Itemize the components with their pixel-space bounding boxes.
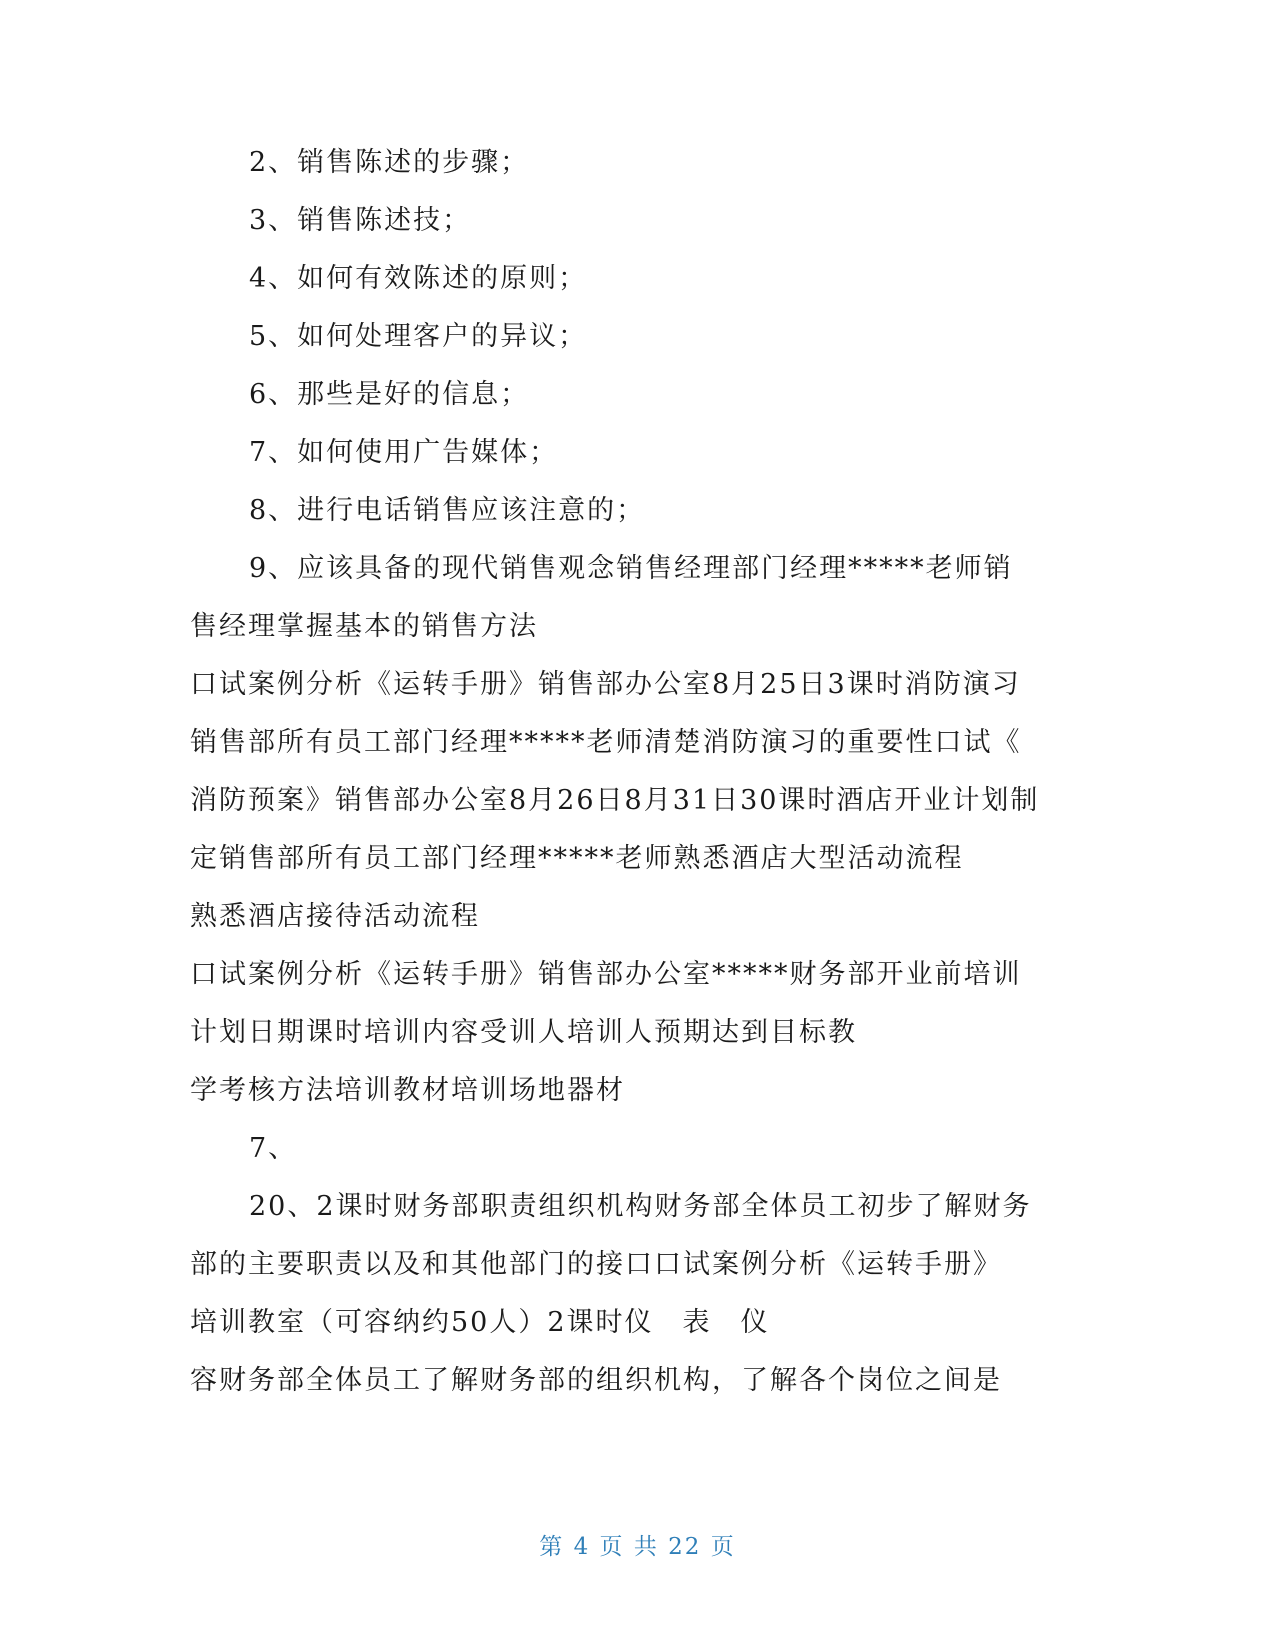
page-number-footer: 第 4 页 共 22 页 — [539, 1534, 736, 1560]
list-item-7b: 7、 — [249, 1133, 298, 1164]
body-line: 口试案例分析《运转手册》销售部办公室8月25日3课时消防演习 — [190, 669, 1021, 700]
body-line: 销售部所有员工部门经理*****老师清楚消防演习的重要性口试《 — [190, 727, 1022, 758]
list-item-3: 3、销售陈述技； — [249, 205, 472, 236]
body-line: 部的主要职责以及和其他部门的接口口试案例分析《运转手册》 — [190, 1249, 1002, 1280]
list-item-6: 6、那些是好的信息； — [249, 379, 530, 410]
list-item-8: 8、进行电话销售应该注意的； — [249, 495, 646, 526]
body-line: 口试案例分析《运转手册》销售部办公室*****财务部开业前培训 — [190, 959, 1022, 990]
body-line: 容财务部全体员工了解财务部的组织机构，了解各个岗位之间是 — [190, 1365, 1002, 1396]
body-line: 培训教室（可容纳约50人）2课时仪 表 仪 — [190, 1307, 770, 1338]
body-line: 熟悉酒店接待活动流程 — [190, 901, 480, 932]
body-line: 消防预案》销售部办公室8月26日8月31日30课时酒店开业计划制 — [190, 785, 1040, 816]
body-line: 计划日期课时培训内容受训人培训人预期达到目标教 — [190, 1017, 857, 1048]
list-item-4: 4、如何有效陈述的原则； — [249, 263, 588, 294]
list-item-2: 2、销售陈述的步骤； — [249, 147, 530, 178]
list-item-7: 7、如何使用广告媒体； — [249, 437, 559, 468]
list-item-9: 9、应该具备的现代销售观念销售经理部门经理*****老师销 — [249, 553, 1013, 584]
list-item-20: 20、2课时财务部职责组织机构财务部全体员工初步了解财务 — [249, 1191, 1032, 1222]
body-line: 学考核方法培训教材培训场地器材 — [190, 1075, 625, 1106]
body-line: 定销售部所有员工部门经理*****老师熟悉酒店大型活动流程 — [190, 843, 964, 874]
body-line: 售经理掌握基本的销售方法 — [190, 611, 538, 642]
list-item-5: 5、如何处理客户的异议； — [249, 321, 588, 352]
